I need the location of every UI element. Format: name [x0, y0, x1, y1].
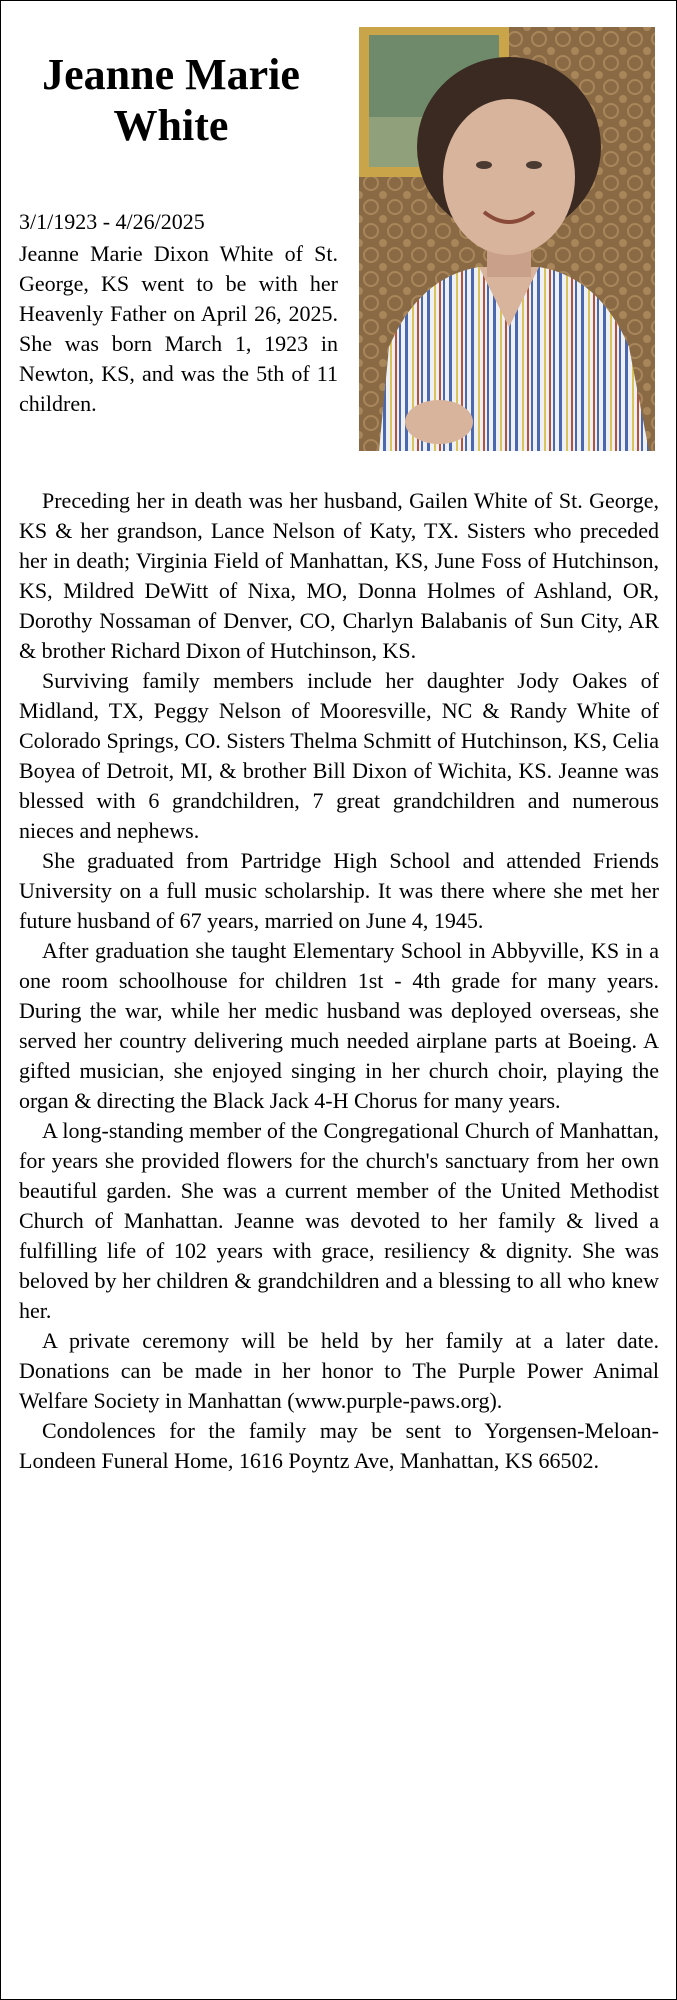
paragraph-survivors: Surviving family members include her daughter Jody Oakes of Midland, TX, Peggy Nelson of Mooresville, NC & Randy White of Colorado Springs, CO. Sisters Thelma Schmitt of Hutchinson, KS, Celia Boyea of Detroit, MI, & brother Bill Dixon of Wichita, KS. Jeanne was blessed with 6 grandchildren, 7 great grandchildren and numerous nieces and nephews. [19, 668, 659, 843]
portrait-photo-graphic [359, 27, 655, 451]
obituary-body [19, 486, 659, 1476]
obituary-intro: Jeanne Marie Dixon White of St. George, KS went to be with her Heavenly Father on April 26, 2025. She was born March 1, 1923 in Newton, KS, and was the 5th of 11 children. [19, 241, 338, 416]
paragraph-career: After graduation she taught Elementary School in Abbyville, KS in a one room schoolhouse for children 1st - 4th grade for many years. During the war, while her medic husband was deployed overseas, she served her country delivering much needed airplane parts at Boeing. A gifted musician, she enjoyed singing in her church choir, playing the organ & directing the Black Jack 4-H Chorus for many years. [19, 938, 659, 1113]
paragraph-condolences: Condolences for the family may be sent to Yorgensen-Meloan-Londeen Funeral Home, 1616 Poyntz Ave, Manhattan, KS 66502. [19, 1418, 659, 1473]
paragraph-church: A long-standing member of the Congregational Church of Manhattan, for years she provided flowers for the church's sanctuary from her own beautiful garden. She was a current member of the United Methodist Church of Manhattan. Jeanne was devoted to her family & lived a fulfilling life of 102 years with grace, resiliency & dignity. She was beloved by her children & grandchildren and a blessing to all who knew her. [19, 1118, 659, 1323]
paragraph-education: She graduated from Partridge High School and attended Friends University on a full music scholarship. It was there where she met her future husband of 67 years, married on June 4, 1945. [19, 848, 659, 933]
portrait-photo [359, 27, 655, 451]
obituary-dates: 3/1/1923 - 4/26/2025 [19, 209, 205, 234]
paragraph-services: A private ceremony will be held by her family at a later date. Donations can be made in her honor to The Purple Power Animal Welfare Society in Manhattan (www.purple-paws.org). [19, 1328, 659, 1413]
paragraph-predeceased: Preceding her in death was her husband, Gailen White of St. George, KS & her grandson, Lance Nelson of Katy, TX. Sisters who preceded her in death; Virginia Field of Manhattan, KS, June Foss of Hutchinson, KS, Mildred DeWitt of Nixa, MO, Donna Holmes of Ashland, OR, Dorothy Nossaman of Denver, CO, Charlyn Balabanis of Sun City, AR & brother Richard Dixon of Hutchinson, KS. [19, 488, 659, 663]
obituary-name: Jeanne Marie White [42, 50, 300, 150]
obituary-header [1, 1, 676, 459]
